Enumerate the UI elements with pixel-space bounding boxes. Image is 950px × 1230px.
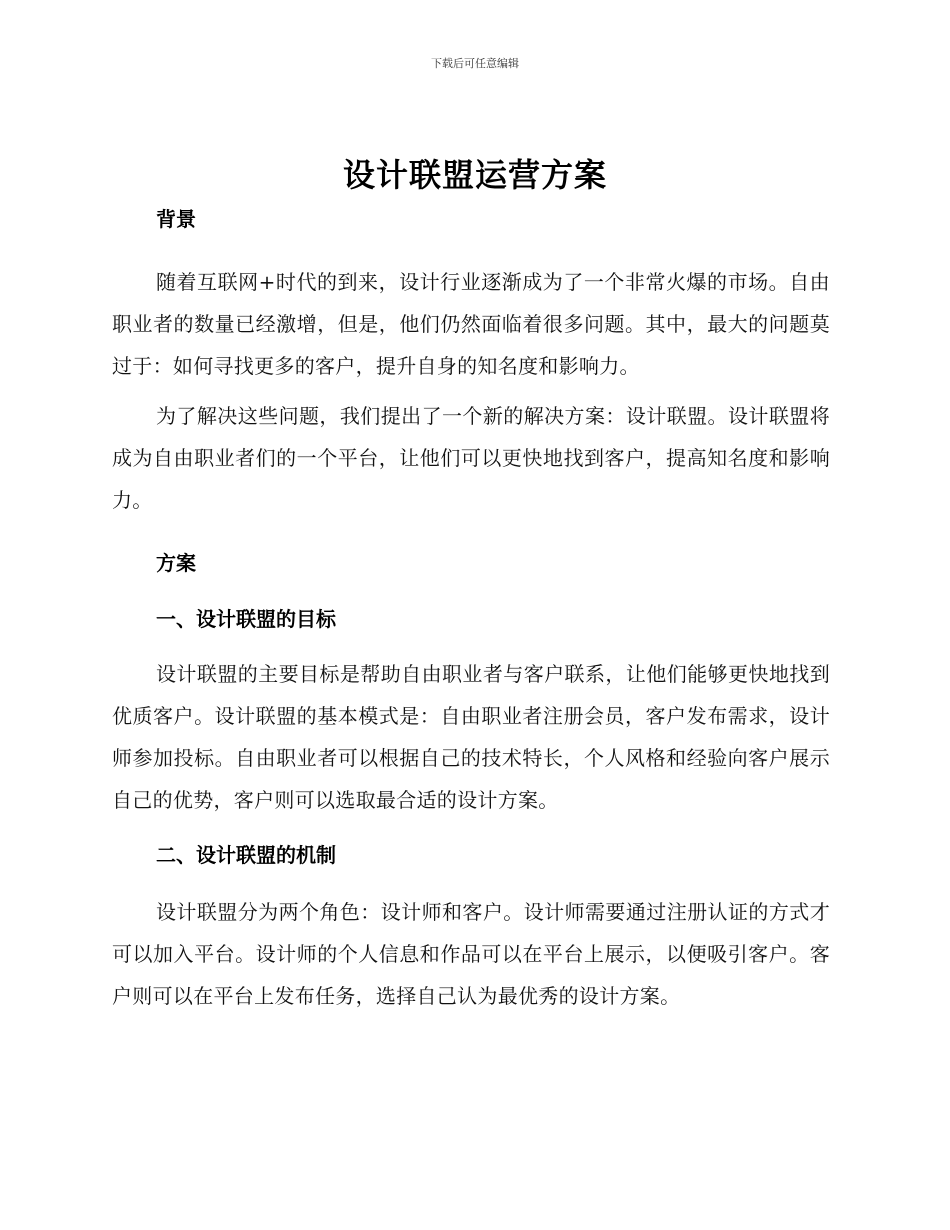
mechanism-paragraph: 设计联盟分为两个角色：设计师和客户。设计师需要通过注册认证的方式才可以加入平台。设计师的个人信息和作品可以在平台上展示，以便吸引客户。客户则可以在平台上发布任务，选择自己认为最优秀的设计方案。 (112, 900, 830, 1008)
mechanism-heading: 二、设计联盟的机制 (156, 843, 336, 867)
document-body (112, 205, 830, 1017)
document-title: 设计联盟运营方案 (342, 156, 607, 194)
goal-paragraph: 设计联盟的主要目标是帮助自由职业者与客户联系，让他们能够更快地找到优质客户。设计联盟的基本模式是：自由职业者注册会员，客户发布需求，设计师参加投标。自由职业者可以根据自己的技术特长，个人风格和经验向客户展示自己的优势，客户则可以选取最合适的设计方案。 (112, 662, 830, 812)
background-paragraph-1: 随着互联网+时代的到来，设计行业逐渐成为了一个非常火爆的市场。自由职业者的数量已经激增，但是，他们仍然面临着很多问题。其中，最大的问题莫过于：如何寻找更多的客户，提升自身的知名度和影响力。 (112, 270, 830, 378)
plan-heading: 方案 (156, 551, 196, 575)
goal-heading: 一、设计联盟的目标 (156, 607, 336, 631)
background-heading: 背景 (156, 207, 196, 231)
background-paragraph-2: 为了解决这些问题，我们提出了一个新的解决方案：设计联盟。设计联盟将成为自由职业者们的一个平台，让他们可以更快地找到客户，提高知名度和影响力。 (112, 404, 830, 512)
header-note: 下载后可任意编辑 (431, 57, 519, 70)
